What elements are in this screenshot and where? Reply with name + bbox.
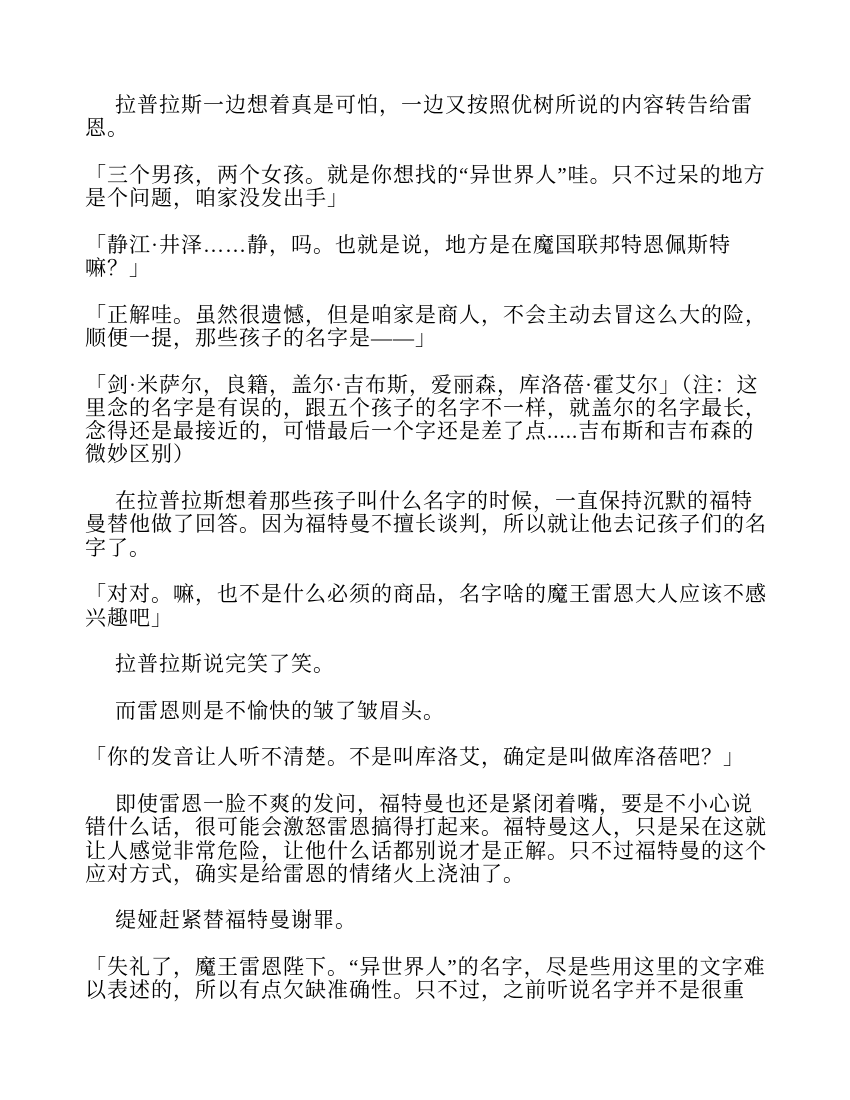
paragraph: 「你的发音让人听不清楚。不是叫库洛艾，确定是叫做库洛蓓吧？」 (85, 745, 745, 770)
paragraph: 即使雷恩一脸不爽的发问，福特曼也还是紧闭着嘴，要是不小心说错什么话，很可能会激怒雷恩搞得打起来。福特曼这人，只是呆在这就让人感觉非常危险，让他什么话都别说才是正解。只不过福特曼的这个应对方式，确实是给雷恩的情绪火上浇油了。 (85, 791, 767, 886)
paragraph: 「三个男孩，两个女孩。就是你想找的“异世界人”哇。只不过呆的地方是个问题，咱家没发出手」 (85, 162, 766, 211)
paragraph: 拉普拉斯说完笑了笑。 (115, 652, 335, 677)
paragraph: 「剑·米萨尔，良籍，盖尔·吉布斯，爱丽森，库洛蓓·霍艾尔」（注：这里念的名字是有误的，跟五个孩子的名字不一样，就盖尔的名字最长，念得还是最接近的，可惜最后一个字还是差了点.....吉布斯和吉布森的微妙区别） (85, 372, 767, 467)
paragraph: 在拉普拉斯想着那些孩子叫什么名字的时候，一直保持沉默的福特曼替他做了回答。因为福特曼不擅长谈判，所以就让他去记孩子们的名字了。 (85, 489, 767, 560)
paragraph: 而雷恩则是不愉快的皱了皱眉头。 (115, 698, 445, 723)
paragraph: 「对对。嘛，也不是什么必须的商品，名字啥的魔王雷恩大人应该不感兴趣吧」 (85, 582, 767, 630)
paragraph: 缇娅赶紧替福特曼谢罪。 (115, 908, 357, 933)
paragraph: 拉普拉斯一边想着真是可怕，一边又按照优树所说的内容转告给雷恩。 (85, 93, 753, 141)
paragraph: 「失礼了，魔王雷恩陛下。“异世界人”的名字，尽是些用这里的文字难以表述的，所以有点欠缺准确性。只不过，之前听说名字并不是很重 (85, 954, 766, 1003)
paragraph: 「正解哇。虽然很遗憾，但是咱家是商人，不会主动去冒这么大的险，顺便一提，那些孩子的名字是——」 (85, 302, 767, 350)
paragraph: 「静江·井泽……静，吗。也就是说，地方是在魔国联邦特恩佩斯特嘛？」 (85, 232, 731, 281)
